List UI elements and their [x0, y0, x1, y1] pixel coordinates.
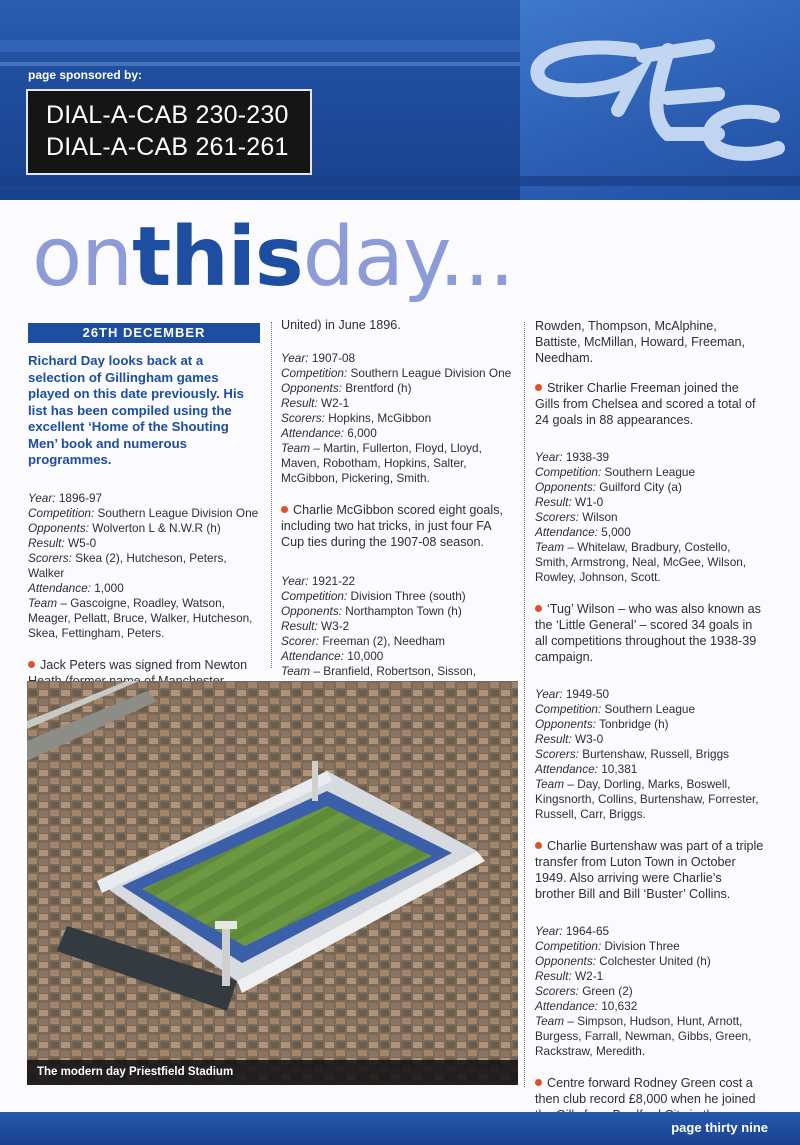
- field-label: Year:: [535, 924, 563, 938]
- field-label: Scorers:: [535, 984, 579, 998]
- bullet-dot-icon: [281, 506, 288, 513]
- attendance-value: 1,000: [94, 580, 124, 595]
- year-value: 1921-22: [311, 574, 356, 588]
- bullet-dot-icon: [535, 605, 542, 612]
- attendance-value: 10,632: [601, 999, 638, 1013]
- match-record: [28, 491, 260, 641]
- field-label: Team: [535, 1014, 565, 1028]
- bullet-dot-icon: [535, 384, 542, 391]
- field-label: Competition:: [281, 366, 348, 380]
- scorers-value: Burtenshaw, Russell, Briggs: [582, 747, 730, 761]
- field-label: Competition:: [28, 505, 95, 520]
- header-stripe: [0, 176, 800, 186]
- attendance-value: 5,000: [601, 525, 631, 539]
- field-label: Year:: [281, 351, 309, 365]
- field-label: Attendance:: [281, 649, 344, 663]
- attendance-value: 10,381: [601, 762, 638, 776]
- field-label: Result:: [28, 535, 65, 550]
- column-divider: [524, 322, 525, 1087]
- field-label: Competition:: [535, 702, 602, 716]
- note-text: Jack Peters was signed from Newton: [40, 657, 248, 672]
- column-1: [28, 323, 260, 713]
- note-text: Charlie Burtenshaw was part of a triple transfer from Luton Town in October 1949. Also arriving were Charlie’s brother Bill and Bill ‘Buster’ Collins.: [535, 839, 764, 901]
- attendance-value: 6,000: [347, 426, 377, 440]
- title-part: this: [132, 210, 303, 305]
- result-value: W5-0: [68, 535, 97, 550]
- opponents-value: Northampton Town (h): [345, 604, 462, 618]
- competition-value: Southern League: [604, 702, 696, 716]
- opponents-value: Tonbridge (h): [599, 717, 669, 731]
- team-value: – Day, Dorling, Marks, Boswell, Kingsnorth, Collins, Burtenshaw, Forrester, Russell, Carr, Briggs.: [535, 777, 759, 821]
- field-label: Attendance:: [535, 762, 598, 776]
- note-text: ‘Tug’ Wilson – who was also known as the ‘Little General’ – scored 34 goals in all competitions throughout the 1938-39 campaign.: [535, 602, 761, 664]
- year-value: 1907-08: [311, 351, 356, 365]
- team-value: – Gascoigne, Roadley, Watson, Meager, Pellatt, Bruce, Walker, Hutcheson, Skea, Fettingham, Peters.: [28, 595, 253, 640]
- note-text: Striker Charlie Freeman joined the Gills from Chelsea and scored a total of 24 goals in 88 appearances.: [535, 381, 756, 427]
- trivia-note: [281, 502, 513, 550]
- intro-text: Richard Day looks back at a selection of Gillingham games played on this date previously. His list has been compiled using the excellent ‘Home of the Shouting Men’ book and numerous programmes.: [28, 353, 244, 467]
- result-value: W1-0: [575, 495, 604, 509]
- competition-value: Division Three: [604, 939, 680, 953]
- page-title: [32, 208, 514, 308]
- year-value: 1938-39: [565, 450, 610, 464]
- field-label: Team: [535, 777, 565, 791]
- page-number: page thirty nine: [671, 1120, 768, 1135]
- field-label: Scorers:: [28, 550, 72, 565]
- field-label: Attendance:: [535, 999, 598, 1013]
- team-value: – Simpson, Hudson, Hunt, Arnott, Burgess, Farrall, Newman, Gibbs, Green, Rackstraw, Meredith.: [535, 1014, 752, 1058]
- field-label: Attendance:: [28, 580, 91, 595]
- match-record: [281, 351, 513, 486]
- match-record: [535, 687, 765, 822]
- title-part: day...: [302, 210, 514, 305]
- field-label: Year:: [535, 687, 563, 701]
- title-part: on: [32, 210, 133, 305]
- continued-text: United) in June 1896.: [281, 318, 401, 332]
- bullet-dot-icon: [535, 1079, 542, 1086]
- field-label: Opponents:: [281, 604, 342, 618]
- date-banner: 26TH DECEMBER: [28, 323, 260, 343]
- result-value: W3-2: [321, 619, 350, 633]
- year-value: 1949-50: [565, 687, 610, 701]
- team-value: – Martin, Fullerton, Floyd, Lloyd, Maven, Robotham, Hopkins, Salter, McGibbon, Pickering, Smith.: [281, 441, 482, 485]
- note-text: Centre forward Rodney Green cost a then club record £8,000 when he joined: [535, 1076, 756, 1106]
- bullet-dot-icon: [28, 661, 35, 668]
- column-divider: [271, 322, 272, 668]
- column-3: [535, 318, 765, 1145]
- bullet-dot-icon: [535, 842, 542, 849]
- continued-text: Rowden, Thompson, McAlphine, Battiste, McMillan, Howard, Freeman, Needham.: [535, 319, 745, 365]
- sponsor-label: page sponsored by:: [28, 68, 143, 82]
- sponsor-line: DIAL-A-CAB 261-261: [46, 133, 289, 161]
- match-record: [535, 924, 765, 1059]
- result-value: W3-0: [575, 732, 604, 746]
- competition-value: Southern League Division One: [350, 366, 512, 380]
- field-label: Opponents:: [535, 717, 596, 731]
- field-label: Opponents:: [28, 520, 89, 535]
- opponents-value: Brentford (h): [345, 381, 412, 395]
- field-label: Result:: [281, 396, 318, 410]
- footer-bar: [0, 1112, 800, 1145]
- field-label: Scorers:: [281, 411, 325, 425]
- sponsor-line: DIAL-A-CAB 230-230: [46, 101, 289, 129]
- sponsor-box: [26, 89, 312, 175]
- result-value: W2-1: [321, 396, 350, 410]
- field-label: Team: [281, 664, 311, 678]
- field-label: Opponents:: [535, 954, 596, 968]
- field-label: Result:: [281, 619, 318, 633]
- team-value: – Branfield, Robertson, Sisson,: [313, 664, 476, 678]
- field-label: Scorer:: [281, 634, 320, 648]
- scorers-value: Hopkins, McGibbon: [328, 411, 432, 425]
- field-label: Scorers:: [535, 747, 579, 761]
- opponents-value: Guilford City (a): [599, 480, 682, 494]
- field-label: Attendance:: [281, 426, 344, 440]
- note-text: Charlie McGibbon scored eight goals, including two hat tricks, in just four FA Cup ties during the 1907-08 season.: [281, 503, 504, 549]
- field-label: Result:: [535, 969, 572, 983]
- field-label: Scorers:: [535, 510, 579, 524]
- attendance-value: 10,000: [347, 649, 384, 663]
- competition-value: Southern League: [604, 465, 696, 479]
- field-label: Year:: [535, 450, 563, 464]
- scorers-value: Skea (2), Hutcheson, Peters, Walker: [28, 550, 227, 580]
- header-banner: [0, 0, 800, 200]
- scorers-value: Green (2): [582, 984, 633, 998]
- year-value: 1896-97: [58, 490, 103, 505]
- photo-caption: The modern day Priestfield Stadium: [27, 1060, 518, 1085]
- field-label: Team: [28, 595, 58, 610]
- result-value: W2-1: [575, 969, 604, 983]
- field-label: Attendance:: [535, 525, 598, 539]
- field-label: Year:: [281, 574, 309, 588]
- trivia-note: [535, 380, 765, 428]
- gfc-logo: [518, 36, 788, 166]
- match-record: [535, 450, 765, 585]
- stadium-photo: [27, 681, 518, 1085]
- scorers-value: Wilson: [582, 510, 618, 524]
- stadium-aerial-illustration: [27, 681, 518, 1085]
- competition-value: Southern League Division One: [97, 505, 259, 520]
- field-label: Opponents:: [535, 480, 596, 494]
- field-label: Year:: [28, 490, 56, 505]
- match-record: [281, 574, 513, 679]
- field-label: Result:: [535, 495, 572, 509]
- field-label: Competition:: [535, 465, 602, 479]
- field-label: Result:: [535, 732, 572, 746]
- column-2: [281, 317, 513, 695]
- trivia-note: [535, 601, 765, 665]
- field-label: Team: [281, 441, 311, 455]
- year-value: 1964-65: [565, 924, 610, 938]
- opponents-value: Colchester United (h): [599, 954, 711, 968]
- opponents-value: Wolverton L & N.W.R (h): [92, 520, 221, 535]
- field-label: Competition:: [535, 939, 602, 953]
- competition-value: Division Three (south): [350, 589, 466, 603]
- field-label: Competition:: [281, 589, 348, 603]
- trivia-note: [535, 838, 765, 902]
- team-value: – Whitelaw, Bradbury, Costello, Smith, Armstrong, Neal, McGee, Wilson, Rowley, Johnson, Scott.: [535, 540, 747, 584]
- field-label: Opponents:: [281, 381, 342, 395]
- field-label: Team: [535, 540, 565, 554]
- scorers-value: Freeman (2), Needham: [322, 634, 445, 648]
